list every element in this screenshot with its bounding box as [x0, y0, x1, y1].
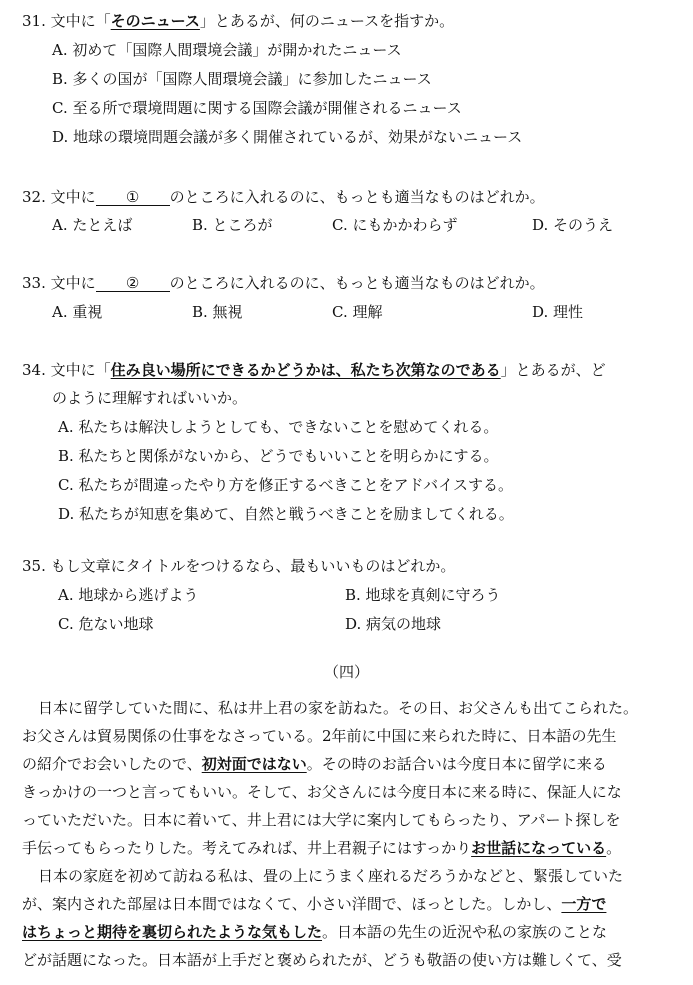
passage-text: 。その時のお話合いは今度日本に留学に来る	[306, 755, 607, 773]
option-34-a: A. 私たちは解決しようとしても、できないことを慰めてくれる。	[58, 418, 499, 436]
option-35-c: C. 危ない地球	[58, 615, 154, 633]
passage-line: っていただいた。日本に着いて、井上君には大学に案内してもらったり、アパート探しを	[22, 811, 621, 829]
question-text: もし文章にタイトルをつけるなら、最もいいものはどれか。	[50, 557, 456, 575]
question-suffix: のところに入れるのに、もっとも適当なものはどれか。	[169, 188, 545, 206]
question-33	[22, 276, 545, 292]
passage-line: 日本に留学していた間に、私は井上君の家を訪ねた。その日、お父さんも出てこられた。	[38, 699, 639, 717]
question-number: 31.	[22, 12, 46, 30]
underlined-target: そのニュース	[110, 12, 200, 30]
question-prefix: 文中に	[50, 188, 96, 206]
option-31-c: C. 至る所で環境問題に関する国際会議が開催されるニュース	[52, 99, 462, 117]
option-34-d: D. 私たちが知恵を集めて、自然と戦うべきことを励ましてくれる。	[58, 505, 514, 523]
question-number: 33.	[22, 274, 46, 292]
option-33-b: B. 無視	[192, 303, 243, 321]
option-35-d: D. 病気の地球	[345, 615, 442, 633]
option-34-c: C. 私たちが間違ったやり方を修正するべきことをアドバイスする。	[58, 476, 514, 494]
passage-line	[22, 750, 672, 778]
passage-line	[22, 890, 672, 918]
option-32-c: C. にもかかわらず	[332, 216, 458, 234]
blank-1: ①	[96, 190, 170, 206]
option-33-c: C. 理解	[332, 303, 383, 321]
question-34	[22, 363, 606, 378]
option-31-a: A. 初めて「国際人間環境会議」が開かれたニュース	[52, 41, 402, 59]
passage-line: きっかけの一つと言ってもいい。そして、お父さんには今度日本に来る時に、保証人にな	[22, 783, 622, 801]
underlined-target: 住み良い場所にできるかどうかは、私たち次第なのである	[110, 361, 501, 379]
option-33-a: A. 重視	[52, 303, 103, 321]
question-35	[22, 559, 455, 574]
passage-text: 。日本語の先生の近況や私の家族のことな	[322, 923, 608, 941]
passage-text: 手伝ってもらったりした。考えてみれば、井上君親子にはすっかり	[22, 839, 472, 857]
option-31-b: B. 多くの国が「国際人間環境会議」に参加したニュース	[52, 70, 432, 88]
passage-text: が、案内された部屋は日本間ではなくて、小さい洋間で、ほっとした。しかし、	[22, 895, 562, 913]
option-34-b: B. 私たちと関係がないから、どうでもいいことを明らかにする。	[58, 447, 499, 465]
option-35-b: B. 地球を真剣に守ろう	[345, 586, 501, 604]
question-prefix: 文中に	[50, 274, 96, 292]
underlined-phrase: 一方で	[561, 895, 607, 913]
reading-passage	[22, 694, 672, 974]
option-33-d: D. 理性	[532, 303, 584, 321]
question-suffix: のところに入れるのに、もっとも適当なものはどれか。	[169, 274, 545, 292]
question-suffix: 」とあるが、ど	[500, 361, 606, 379]
passage-line: どが話題になった。日本語が上手だと褒められたが、どうも敬語の使い方は難しくて、受	[22, 951, 622, 969]
option-32-a: A. たとえば	[52, 216, 133, 234]
passage-text: の紹介でお会いしたので、	[22, 755, 202, 773]
option-32-d: D. そのうえ	[532, 216, 614, 234]
section-heading: （四）	[323, 663, 369, 681]
passage-line	[22, 834, 672, 862]
passage-line: お父さんは貿易関係の仕事をなさっている。2年前に中国に来られた時に、日本語の先生	[22, 727, 617, 745]
passage-line: 日本の家庭を初めて訪ねる私は、畳の上にうまく座れるだろうかなどと、緊張していた	[38, 867, 624, 885]
underlined-phrase: はちょっと期待を裏切られたような気もした	[22, 923, 323, 941]
question-31	[22, 14, 454, 29]
option-35-a: A. 地球から逃げよう	[58, 586, 199, 604]
question-prefix: 文中に「	[50, 361, 111, 379]
question-34-continuation: のように理解すればいいか。	[52, 389, 248, 407]
option-32-b: B. ところが	[192, 216, 273, 234]
blank-2: ②	[96, 276, 170, 292]
question-number: 34.	[22, 361, 46, 379]
question-prefix: 文中に「	[50, 12, 111, 30]
question-suffix: 」とあるが、何のニュースを指すか。	[199, 12, 455, 30]
question-number: 32.	[22, 188, 46, 206]
question-number: 35.	[22, 557, 46, 575]
option-31-d: D. 地球の環境問題会議が多く開催されているが、効果がないニュース	[52, 128, 523, 146]
passage-line	[22, 918, 672, 946]
underlined-phrase: お世話になっている	[471, 839, 607, 857]
question-32	[22, 190, 545, 206]
passage-text: 。	[606, 839, 622, 857]
underlined-phrase: 初対面ではない	[201, 755, 307, 773]
